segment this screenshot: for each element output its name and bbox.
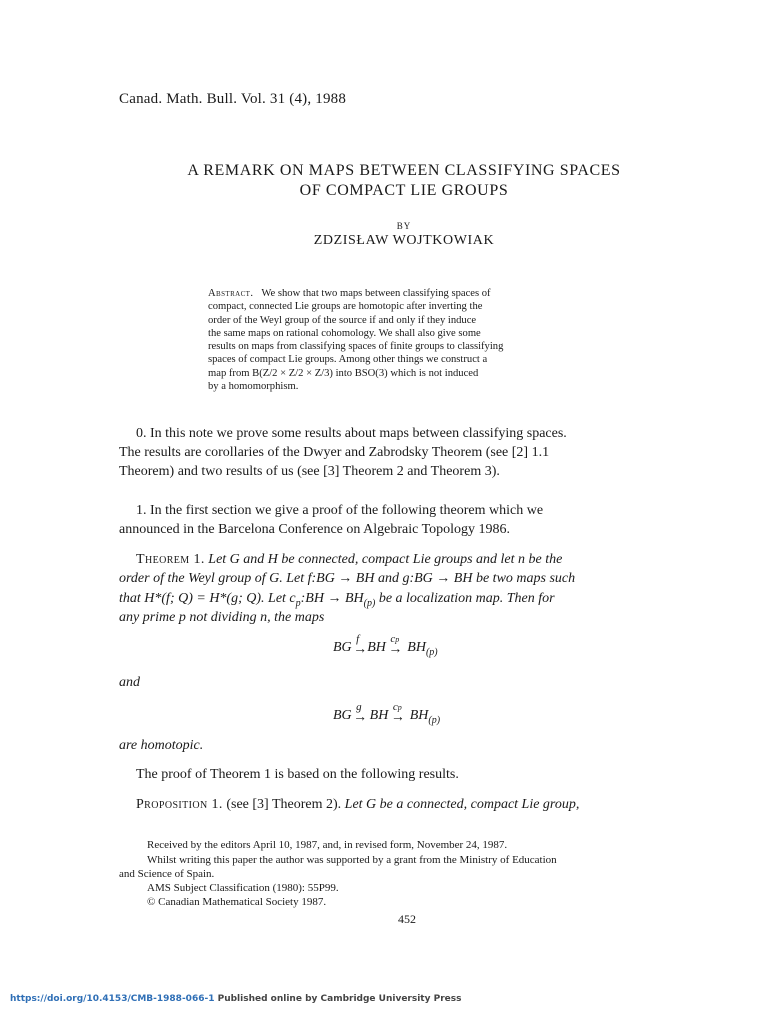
- abstract-block: [208, 287, 604, 393]
- arrow-label: g: [356, 701, 362, 713]
- arrow-c: [388, 633, 403, 657]
- abstract-line: order of the Weyl group of the source if and only if they induce: [208, 314, 477, 326]
- footnote-ams: AMS Subject Classification (1980): 55P99.: [147, 882, 339, 894]
- math-symbol: BH: [367, 640, 386, 655]
- math-symbol: BG: [333, 640, 352, 655]
- article-title-line-1: A REMARK ON MAPS BETWEEN CLASSIFYING SPACES: [187, 162, 621, 179]
- arrow-label: cp: [392, 701, 402, 713]
- proof-intro: The proof of Theorem 1 is based on the following results.: [136, 767, 459, 782]
- abstract-line: map from B(Z/2 × Z/2 × Z/3) into BSO(3) which is not induced: [208, 367, 479, 379]
- proposition-text: Let G be a connected, compact Lie group,: [344, 797, 580, 812]
- subscript: p: [295, 597, 301, 609]
- homotopic-statement: are homotopic.: [119, 738, 204, 753]
- math-symbol: BH: [369, 708, 389, 723]
- right-arrow-icon: →: [353, 710, 368, 725]
- theorem-text: be a localization map. Then for: [375, 591, 555, 606]
- journal-citation: Canad. Math. Bull. Vol. 31 (4), 1988: [119, 91, 347, 107]
- publisher-note: Published online by Cambridge University Press: [217, 994, 462, 1004]
- abstract-line: results on maps from classifying spaces of finite groups to classifying: [208, 341, 504, 353]
- arrow-f: [353, 633, 368, 657]
- theorem-text: :BH → BH: [300, 591, 364, 606]
- theorem-text: Let G and H be connected, compact Lie groups and let n be the: [208, 552, 563, 567]
- arrow-label: f: [356, 633, 360, 645]
- abstract-text: We show that two maps between classifying spaces of: [261, 288, 491, 299]
- display-equation-2: [333, 701, 441, 726]
- footnote-copyright: © Canadian Mathematical Society 1987.: [147, 896, 327, 908]
- proposition-ref: (see [3] Theorem 2).: [226, 797, 342, 812]
- proposition-label: Proposition 1.: [136, 797, 223, 812]
- math-symbol: BH: [407, 640, 426, 655]
- subscript: (p): [425, 646, 438, 658]
- article-title-line-2: OF COMPACT LIE GROUPS: [299, 182, 509, 199]
- subscript: (p): [428, 714, 441, 726]
- abstract-label: Abstract.: [208, 288, 254, 299]
- footnote-support-cont: and Science of Spain.: [119, 868, 215, 880]
- theorem-line-1: [136, 552, 562, 568]
- subscript: (p): [363, 597, 376, 609]
- proposition-line: [136, 797, 579, 813]
- abstract-line: spaces of compact Lie groups. Among other things we construct a: [208, 354, 488, 366]
- section-0-line: The results are corollaries of the Dwyer and Zabrodsky Theorem (see [2] 1.1: [119, 445, 550, 460]
- theorem-text: that H*(f; Q) = H*(g; Q). Let c: [119, 591, 296, 606]
- author-name: ZDZISŁAW WOJTKOWIAK: [313, 233, 495, 248]
- doi-footer: [10, 994, 461, 1004]
- arrow-label: cp: [390, 633, 400, 645]
- right-arrow-icon: →: [353, 642, 368, 657]
- conjunction-and: and: [119, 675, 140, 690]
- byline-label: BY: [396, 221, 412, 231]
- right-arrow-icon: →: [388, 642, 403, 657]
- page-number: 452: [398, 912, 416, 926]
- theorem-label: Theorem 1.: [136, 552, 205, 567]
- theorem-line-3: [119, 591, 555, 609]
- abstract-line: the same maps on rational cohomology. We shall also give some: [208, 327, 481, 339]
- display-equation-1: [333, 633, 438, 658]
- doi-link[interactable]: https://doi.org/10.4153/CMB-1988-066-1: [10, 994, 215, 1004]
- section-0-line: 0. In this note we prove some results about maps between classifying spaces.: [136, 426, 567, 441]
- arrow-g: [353, 701, 368, 725]
- right-arrow-icon: →: [390, 710, 405, 725]
- math-symbol: BG: [333, 708, 352, 723]
- math-symbol: BH: [409, 708, 429, 723]
- footnote-support: Whilst writing this paper the author was supported by a grant from the Ministry of Education: [147, 854, 557, 866]
- footnote-received: Received by the editors April 10, 1987, and, in revised form, November 24, 1987.: [147, 839, 508, 851]
- section-0-line: Theorem) and two results of us (see [3] Theorem 2 and Theorem 3).: [119, 464, 500, 479]
- arrow-c: [390, 701, 405, 725]
- section-1-line: announced in the Barcelona Conference on Algebraic Topology 1986.: [119, 522, 511, 537]
- abstract-line: compact, connected Lie groups are homotopic after inverting the: [208, 301, 483, 313]
- abstract-line: [208, 287, 604, 300]
- section-1-line: 1. In the first section we give a proof of the following theorem which we: [136, 503, 544, 518]
- abstract-line: by a homomorphism.: [208, 381, 299, 393]
- theorem-line-2: order of the Weyl group of G. Let f:BG → BH and g:BG → BH be two maps such: [119, 571, 576, 586]
- theorem-line-4: any prime p not dividing n, the maps: [119, 610, 325, 625]
